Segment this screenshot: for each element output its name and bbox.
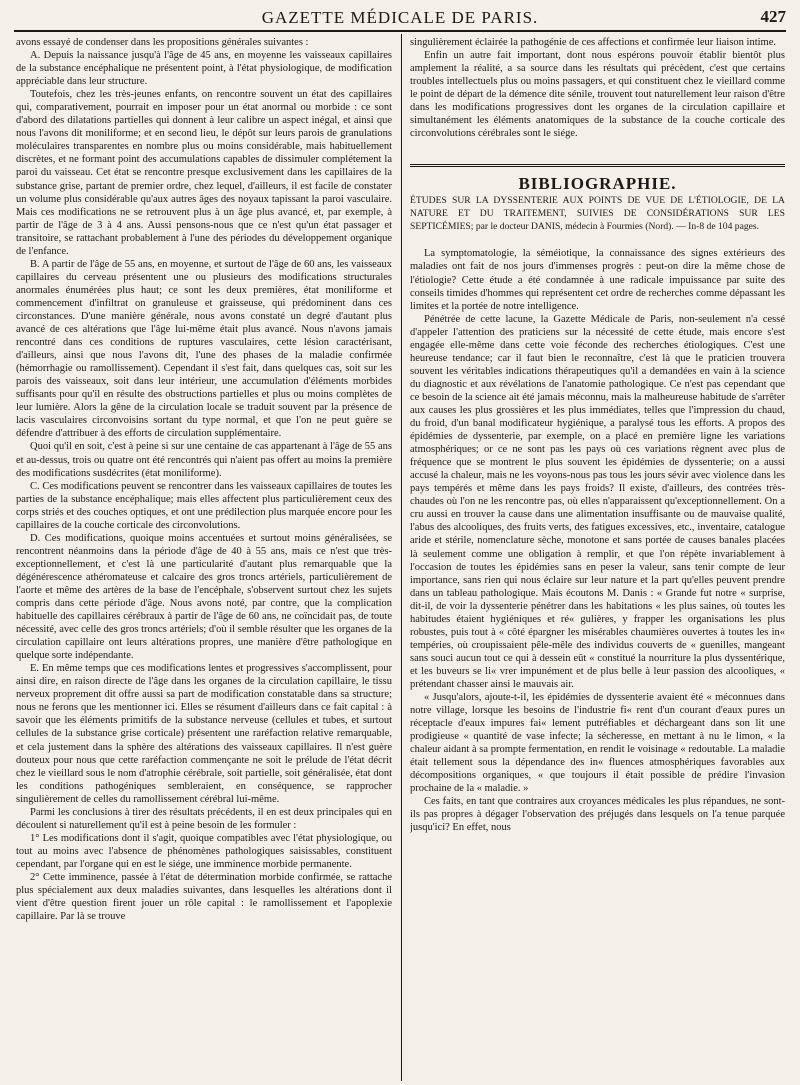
paragraph: 2° Cette imminence, passée à l'état de détermination morbide confirmée, se rattache plus spécialement aux deux maladies suivantes, dans lesquelles les altérations dont il vient d'être question firent jouer un rôle capital : le ramollissement et l'apoplexie capillaire. Par là se trouve [16, 872, 392, 923]
paragraph: D. Ces modifications, quoique moins accentuées et surtout moins généralisées, se rencontrent néanmoins dans la période d'âge de 40 à 55 ans, mais ce n'est que très-exceptionnellement, et c'est là une particularité d'autant plus remarquable que la dégénérescence athéromateuse et calcaire des gros troncs artériels, particulièrement de l'aorte et même des artères de la base de l'encéphale, s'observent surtout chez les sujets compris dans cette période d'âge. Nous avons noté, par contre, que la complication habituelle des capillaires cérébraux à partir de l'âge de 60 ans, ne coïncidait pas, de toute nécessité, avec celle des gros troncs artériels; d'où il semble résulter que les organes de la circulation capillaire ont leurs altérations propres, une manière d'être pathologique en quelque sorte indépendante. [16, 532, 392, 662]
paragraph: singulièrement éclairée la pathogénie de ces affections et confirmée leur liaison intime. [410, 37, 776, 48]
page-header [14, 2, 786, 32]
paragraph: « Jusqu'alors, ajoute-t-il, les épidémies de dyssenterie avaient été « méconnues dans notre village, lorsque les besoins de l'industrie fi« rent d'un courant d'eaux pures un réceptacle d'eaux impures fai« lement putréfiables et déchargeant dans son lit une prodigieuse « quantité de vase infecte; la sécheresse, en mettant à nu le limon, « la chaleur aidant à sa prompte fermentation, en rendit le voisinage « redoutable. La maladie était tellement sous la dépendance des in« fluences atmosphériques favorables aux décompositions organiques, « que toujours il était possible de prédire l'invasion prochaine de la « maladie. » [410, 692, 785, 795]
right-column [410, 36, 785, 1081]
paragraph: avons essayé de condenser dans les propositions générales suivantes : [16, 37, 309, 48]
column-divider [401, 34, 402, 1081]
paragraph: A. Depuis la naissance jusqu'à l'âge de 45 ans, en moyenne les vaisseaux capillaires de la substance encéphalique ne présentent point, à l'état physiologique, de modification appréciable dans leur structure. [16, 50, 392, 88]
bibliographic-reference: ÉTUDES SUR LA DYSSENTERIE AUX POINTS DE VUE DE L'ÉTIOLOGIE, DE LA NATURE ET DU TRAITEMENT, SUIVIES DE CONSIDÉRATIONS SUR LES SEPTICÉMIES; par le docteur DANIS, médecin à Fourmies (Nord). — In-8 de 104 pages. [410, 195, 785, 233]
paragraph: Enfin un autre fait important, dont nous espérons pouvoir établir bientôt plus amplement la réalité, a sa source dans les résultats qui précèdent, c'est que certains troubles intellectuels plus ou moins passagers, et qui constituent chez le vieillard comme le point de départ de la démence dite sénile, trouvent tout naturellement leur raison d'être dans les modifications progressives dont les organes de la circulation capillaire et simultanément les éléments anatomiques de la substance de la couche corticale des circonvolutions cérébrales sont le siége. [410, 50, 785, 140]
paragraph: Ces faits, en tant que contraires aux croyances médicales les plus répandues, ne sont-ils pas propres à dégager l'observation des préjugés dans lesquels on l'a tenue parquée jusqu'ici? En effet, nous [410, 796, 785, 834]
paragraph: B. A partir de l'âge de 55 ans, en moyenne, et surtout de l'âge de 60 ans, les vaisseaux capillaires du cerveau présentent une ou plusieurs des modifications structurales anormales énumérées plus haut; ce sont les deux premières, état moniliforme et commencement d'infiltrat on granuleuse et graisseuse, qui prédominent dans ces circonstances. D'une manière générale, nous avons constaté un degré d'autant plus avancé de ces altérations que l'âge lui-même était plus avancé. Nous n'avons jamais rencontré dans ces conditions de ruptures vasculaires, cette lésion caractérisant, d'ailleurs, ainsi que nous l'avons dit, l'une des phases de la maladie confirmée (hémorrhagie ou ramollissement). Cependant il s'est fait, dans quelques cas, soit sur les parois des vaisseaux, soit dans leur intérieur, une accumulation d'éléments morbides suffisants pour qu'il en résulte des obstructions partielles et plus ou moins complètes de leur lumière. Alors la gêne de la circulation locale se traduit souvent par la présence de lacis vasculaires circonvoisins sortant du type normal, et que l'on ne peut guère se défendre d'attribuer à des efforts de circulation supplémentaire. [16, 258, 392, 440]
paragraph: 1° Les modifications dont il s'agit, quoique compatibles avec l'état physiologique, ou tout au moins avec l'absence de phénomènes pathologiques saisissables, constituent cependant, par l'organe qui en est le siége, une imminence morbide permanente. [16, 832, 392, 870]
section-title: BIBLIOGRAPHIE. [518, 174, 677, 194]
paragraph: Pénétrée de cette lacune, la Gazette Médicale de Paris, non-seulement n'a cessé d'appeler l'attention des praticiens sur la nécessité de cette étude, mais encore s'est engagée elle-même dans cette voie féconde des recherches étiologiques. C'est une heureuse tendance; car il faut bien le reconnaître, c'est là que le praticien trouvera souvent les véritables indications thérapeutiques qu'il a demandées en vain à la science du diagnostic et aux révélations de l'anatomie pathologique. Ce n'est pas cependant que ce besoin de la science ait été jamais méconnu, mais la malheureuse habitude de s'arrêter aux causes les plus grossières et les plus immédiates, telles que l'impression du chaud, du froid, d'un banal modificateur hygiénique, a paralysé tous les efforts. A propos des épidémies de dyssenterie, par exemple, on a placé en première ligne les variations atmosphériques; or ce ne sont pas les pays où ces variations règnent avec plus de fréquence que se montrent le plus souvent les épidémies de dyssenterie; on a aussi accusé la chaleur, mais ne les voyons-nous pas tous les jours sévir avec violence dans les pays tempérés et même dans les pays froids? Il existe, d'ailleurs, des contrées très-chaudes où l'on ne les rencontre pas, où elles n'apparaissent qu'exceptionnellement. On a cru aussi en trouver la cause dans une alimentation insuffisante ou de mauvaise qualité, l'abus des alcooliques, des fruits verts, des fatigues excessives, etc., inventaire, catalogue aride et stérile, nomenclature sèche, monotone et sans portée de causes banales placées là seulement comme une obligation à remplir, et que l'on répète invariablement à l'occasion de toutes les épidémies sans en peser la valeur, sans tenir compte de leur importance, sans rien qui nous éclaire sur leur nature et la part qu'elles peuvent prendre dans un tableau pathologique. Mais écoutons M. Danis : « Grande fut notre « surprise, dit-il, de voir la dyssenterie pénétrer dans les habitations « les plus saines, où toutes les habitudes étaient hygiéniques et ré« gulières, y frapper les organisations les plus robustes, puis tout à « côté épargner les misérables chaumières ouvertes à toutes les in« tempéries, où croupissaient pêle-mêle des individus couverts de « guenilles, mangeant sans souci aucun tout ce qui à dessein eût « constitué la nourriture la plus dyssentérique, et les buveurs se li« vrer impunément et de plus belle à leur passion des alcooliques, « prétendant chasser ainsi le mauvais air. [410, 313, 785, 690]
paragraph: La symptomatologie, la séméiotique, la connaissance des signes extérieurs des maladies ont fait de nos jours d'immenses progrès : peut-on dire la même chose de l'étiologie? Cette étude a été condamnée à une radicale impuissance par suite des conseils timides d'hommes qui représentent cet ordre de recherches comme dépassant les limites et la portée de notre intelligence. [410, 248, 785, 312]
paragraph: Quoi qu'il en soit, c'est à peine si sur une centaine de cas appartenant à l'âge de 55 ans et au-dessus, trois ou quatre ont été rencontrés qui n'aient pas offert au moins la première des modifications susdécrites (état moniliforme). [16, 441, 392, 479]
journal-title: GAZETTE MÉDICALE DE PARIS. [261, 8, 539, 27]
paragraph: E. En même temps que ces modifications lentes et progressives s'accomplissent, pour ainsi dire, en raison directe de l'âge dans les organes de la circulation capillaire, le tissu nerveux proprement dit offre aussi sa part de modification constatable dans sa structure; nous ne ferons que les mentionner ici. Elles se résument d'ailleurs dans ce fait capital : à savoir que les éléments primitifs de la substance nerveuse (cellules et tubes, et surtout cellules de la substance grise corticale) présentent une raréfaction relative remarquable, et cela justement dans la sphère des altérations des vaisseaux capillaires. Il n'est guère douteux pour nous que cette raréfaction commençante ne soit le prélude de l'état décrit chez le vieillard sous le nom d'atrophie cérébrale, soit partielle, soit généralisée, état dont les conditions pathogéniques sembleraient, en conséquence, se rapprocher singulièrement de celles du ramollissement cérébral lui-même. [16, 663, 392, 805]
paragraph: C. Ces modifications peuvent se rencontrer dans les vaisseaux capillaires de toutes les parties de la substance encéphalique; mais elles affectent plus particulièrement ceux des corps striés et des couches optiques, et ont une prédilection plus marquée encore pour les capillaires de la couche corticale des circonvolutions. [16, 480, 392, 531]
paragraph: Toutefois, chez les très-jeunes enfants, on rencontre souvent un état des capillaires qui, comparativement, pourrait en imposer pour un état anormal ou morbide : ce sont d'abord des dilatations partielles qui donnent à leur calibre un aspect inégal, et ainsi que nous l'avons dit moniliforme; et en second lieu, le dépôt sur leurs parois de granulations moléculaires transparentes en nombre plus ou moins considérable, mais habituellement discrètes, et ne formant point des accumulations capables de dissimuler complétement la paroi du vaisseau. Cet état se rencontre presque exclusivement dans les capillaires de la substance grise, partant de premier ordre, chez lequel, d'ailleurs, il est facile de constater un volume plus considérable qu'aux autres âges des noyaux tapissant la paroi vasculaire. Mais ces modifications ne se retrouvent plus à un âge plus avancé, et, par exemple, à partir de l'âge de 3 à 4 ans. Aussi pensons-nous que ce n'est qu'un état passager et transitoire, se rattachant probablement à l'une des périodes du développement organique de l'enfance. [16, 89, 392, 257]
paragraph: Parmi les conclusions à tirer des résultats précédents, il en est deux principales qui en découlent si naturellement qu'il est à peine besoin de les formuler : [16, 806, 392, 831]
page-number: 427 [760, 7, 786, 26]
left-column [16, 36, 392, 1081]
section-divider [410, 164, 785, 169]
